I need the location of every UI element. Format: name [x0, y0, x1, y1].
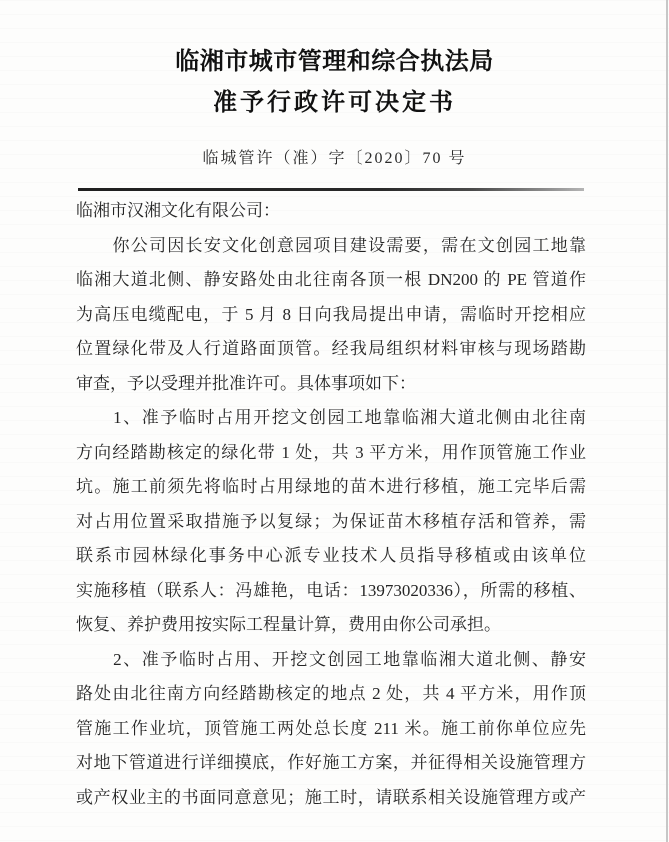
- body-line: 恢复、养护费用按实际工程量计算，费用由你公司承担。: [76, 615, 501, 634]
- body-line-recipient: 临湘市汉湘文化有限公司：: [76, 201, 280, 220]
- body-line-item-2: 2、准予临时占用、开挖文创园工地靠临湘大道北侧、静安: [76, 649, 586, 669]
- body-line: 位置绿化带及人行道路面顶管。经我局组织材料审核与现场踏勘: [76, 339, 586, 358]
- body-line: 为高压电缆配电，于 5 月 8 日向我局提出申请，需临时开挖相应: [76, 304, 586, 324]
- header-divider-line: [78, 188, 584, 191]
- body-line: 或产权业主的书面同意意见；施工时，请联系相关设施管理方或产: [76, 787, 586, 807]
- scan-edge-artifact: [666, 0, 668, 842]
- body-line: 管施工作业坑，顶管施工两处总长度 211 米。施工前你单位应先: [76, 718, 586, 738]
- body-line: 联系市园林绿化事务中心派专业技术人员指导移植或由该单位: [76, 546, 586, 565]
- body-line: 坑。施工前须先将临时占用绿地的苗木进行移植，施工完毕后需: [76, 477, 586, 496]
- document-type-title: 准予行政许可决定书: [213, 90, 456, 116]
- body-line: 对地下管道进行详细摸底，作好施工方案，并征得相关设施管理方: [76, 753, 586, 772]
- body-line: 对占用位置采取措施予以复绿；为保证苗木移植存活和管养，需: [76, 511, 586, 531]
- body-line: 方向经踏勘核定的绿化带 1 处，共 3 平方米，用作顶管施工作业: [76, 442, 586, 462]
- body-line: 临湘大道北侧、静安路处由北往南各顶一根 DN200 的 PE 管道作: [76, 270, 586, 289]
- body-line: 你公司因长安文化创意园项目建设需要，需在文创园工地靠: [76, 235, 586, 255]
- document-issuer-title: 临湘市城市管理和综合执法局: [175, 49, 494, 75]
- body-line: 路处由北往南方向经踏勘核定的地点 2 处，共 4 平方米，用作顶: [76, 684, 586, 703]
- document-number: 临城管许（准）字〔2020〕70 号: [202, 150, 467, 167]
- body-line-contact: 实施移植（联系人：冯雄艳，电话：13973020336），所需的移植、: [76, 580, 586, 600]
- body-line-item-1: 1、准予临时占用开挖文创园工地靠临湘大道北侧由北往南: [76, 408, 586, 427]
- body-line: 审查，予以受理并批准许可。具体事项如下：: [76, 373, 416, 393]
- document-body: [76, 194, 586, 815]
